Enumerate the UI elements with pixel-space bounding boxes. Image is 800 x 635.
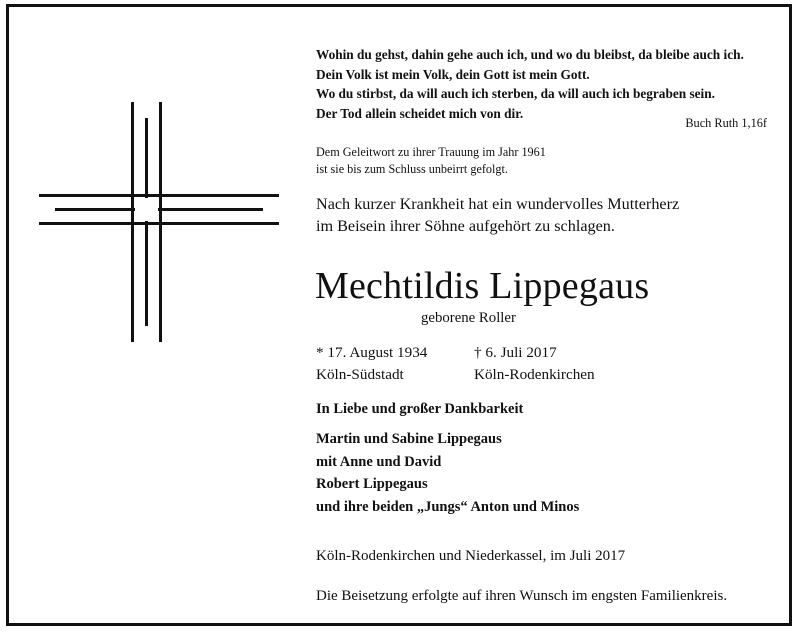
quote-line: Der Tod allein scheidet mich von dir. [316, 105, 524, 121]
death-date: † 6. Juli 2017 [474, 344, 557, 361]
quote-line: Dein Volk ist mein Volk, dein Gott ist mein Gott. [316, 66, 590, 82]
birth-date: * 17. August 1934 [316, 344, 428, 361]
lead-line: Nach kurzer Krankheit hat ein wundervolles Mutterherz [316, 195, 680, 213]
bible-quote [316, 45, 744, 123]
quote-reference: Buch Ruth 1,16f [685, 116, 767, 130]
place-date: Köln-Rodenkirchen und Niederkassel, im Juli 2017 [316, 548, 626, 564]
mourners-heading: In Liebe und großer Dankbarkeit [316, 401, 524, 417]
lead-line: im Beisein ihrer Söhne aufgehört zu schlagen. [316, 217, 615, 235]
lead-text [316, 193, 679, 237]
mourner-line: Robert Lippegaus [316, 476, 428, 492]
mourner-line: und ihre beiden „Jungs“ Anton und Minos [316, 498, 580, 515]
obituary-notice [6, 4, 792, 626]
quote-line: Wohin du gehst, dahin gehe auch ich, und wo du bleibst, da bleibe auch ich. [316, 47, 744, 62]
birth-place: Köln-Südstadt [316, 366, 404, 383]
deceased-name: Mechtildis Lippegaus [315, 265, 650, 307]
mourner-line: mit Anne und David [316, 453, 442, 470]
mourner-line: Martin und Sabine Lippegaus [316, 431, 502, 447]
note-line: ist sie bis zum Schluss unbeirrt gefolgt. [316, 161, 508, 176]
mourners-list [316, 428, 579, 518]
note-line: Dem Geleitwort zu ihrer Trauung im Jahr 1961 [316, 145, 546, 159]
death-info [474, 342, 595, 386]
birth-info [316, 342, 427, 386]
death-place: Köln-Rodenkirchen [474, 366, 595, 383]
cross-icon [39, 102, 279, 342]
quote-line: Wo du stirbst, da will auch ich sterben, da will auch ich begraben sein. [316, 86, 715, 101]
life-dates [316, 342, 595, 386]
birth-name: geborene Roller [421, 310, 516, 326]
burial-note: Die Beisetzung erfolgte auf ihren Wunsch im engsten Familienkreis. [316, 588, 728, 604]
wedding-note [316, 144, 546, 177]
